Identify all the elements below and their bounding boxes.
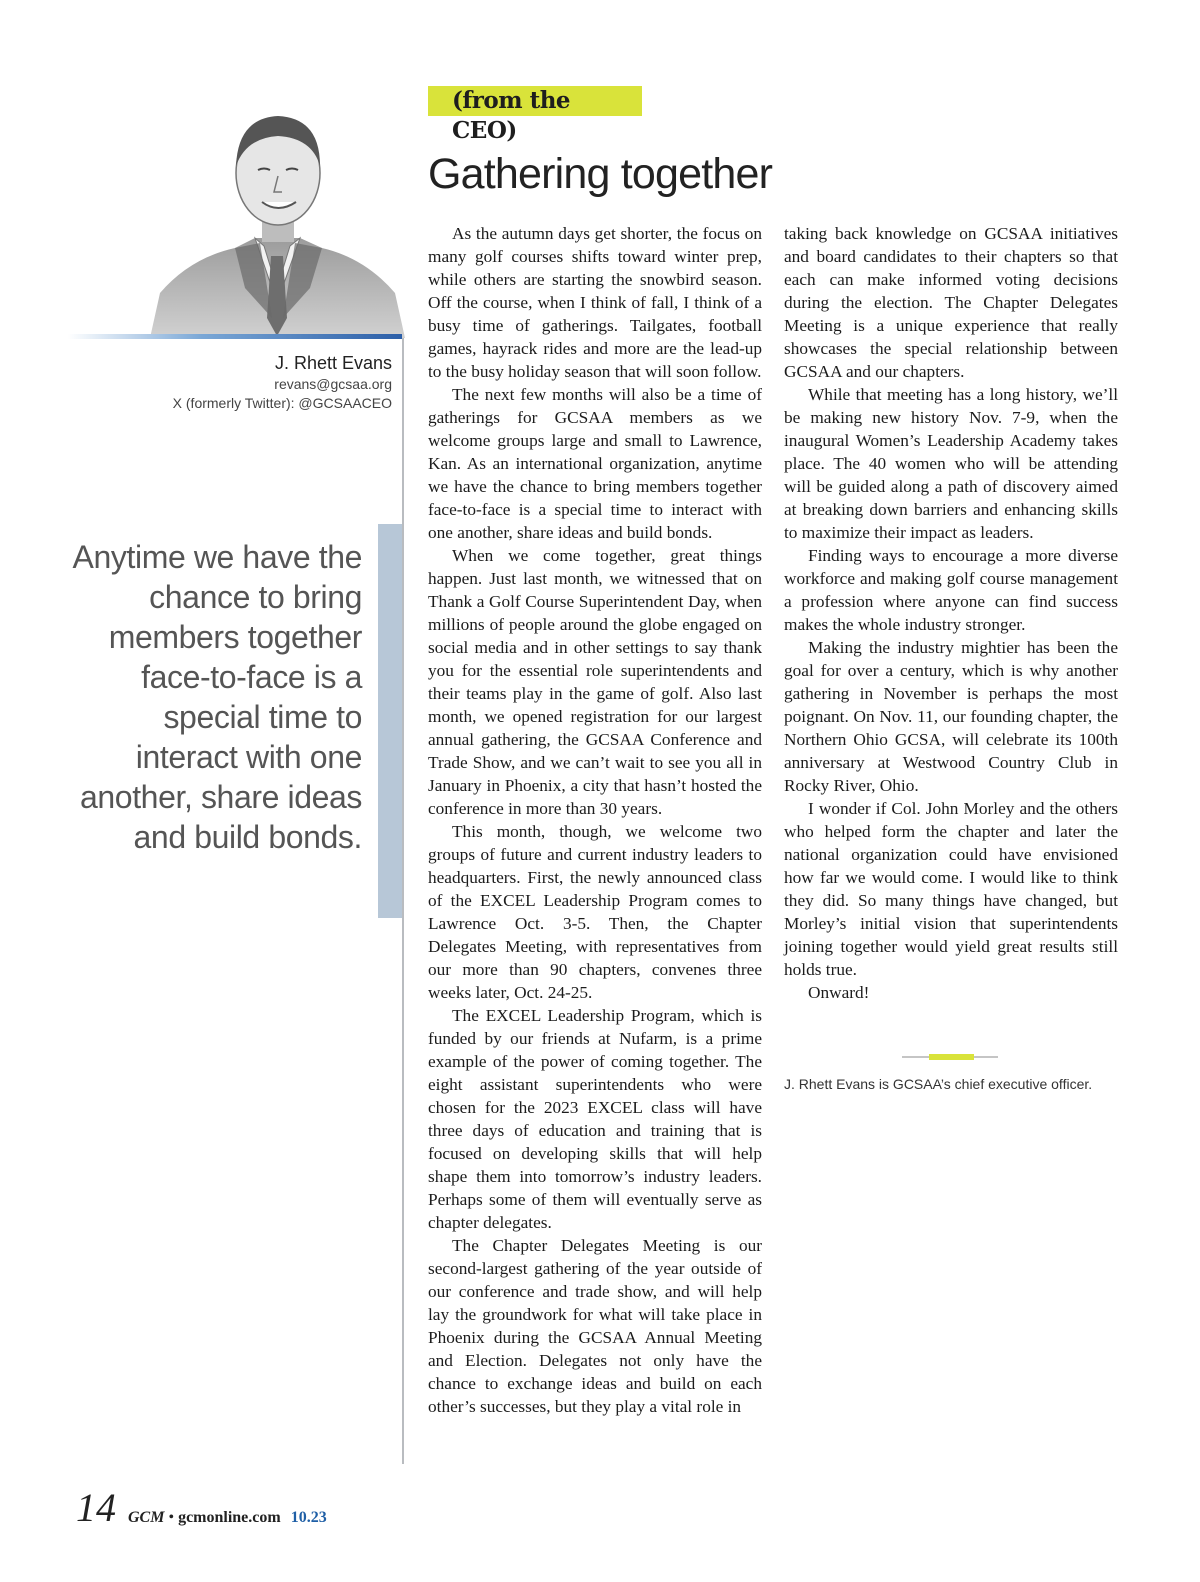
article-column-1: [428, 222, 762, 1418]
paragraph: While that meeting has a long history, we’ll be making new history Nov. 7-9, when the inaugural Women’s Leadership Academy takes place. The 40 women who will be attending will be guided along a path of discovery aimed at breaking down barriers and enhancing skills to maximize their impact as leaders.: [784, 385, 1118, 542]
author-email: revans@gcsaa.org: [274, 376, 392, 392]
paragraph: I wonder if Col. John Morley and the others who helped form the chapter and later the national organization could have envisioned how far we would come. I would like to think they did. So many things have changed, but Morley’s initial vision that superintendents joining together would yield great results still holds true.: [784, 799, 1118, 979]
paragraph: As the autumn days get shorter, the focus on many golf courses shifts toward winter prep, while others are starting the snowbird season. Off the course, when I think of fall, I think of a busy time of gatherings. Tailgates, football games, hayrack rides and more are the lead-up to the busy holiday season that will soon follow.: [428, 224, 762, 381]
author-tagline: J. Rhett Evans is GCSAA’s chief executive officer.: [784, 1076, 1093, 1092]
paragraph: Finding ways to encourage a more diverse workforce and making golf course management a profession where anyone can find success makes the whole industry stronger.: [784, 546, 1118, 634]
paragraph: Onward!: [808, 983, 870, 1002]
paragraph: The EXCEL Leadership Program, which is funded by our friends at Nufarm, is a prime example of the power of coming together. The eight assistant superintendents who were chosen for the 2023 EXCEL class will have three days of education and training that is focused on developing skills that will help shape them into tomorrow’s industry leaders. Perhaps some of them will eventually serve as chapter delegates.: [428, 1006, 762, 1232]
page-number: 14: [76, 1485, 116, 1530]
paragraph: The Chapter Delegates Meeting is our second-largest gathering of the year outside of our conference and trade show, and will help lay the groundwork for what will take place in Phoenix during the GCSAA Annual Meeting and Election. Delegates not only have the chance to exchange ideas and build on each other’s successes, but they play a vital role in: [428, 1236, 762, 1416]
author-byline: [173, 352, 392, 413]
article-column-2: [784, 222, 1118, 1004]
photo-divider-rule: [68, 334, 402, 339]
footer-separator: •: [168, 1509, 175, 1526]
magazine-name: GCM: [128, 1509, 165, 1526]
author-portrait-illustration: [150, 88, 405, 338]
issue-date: 10.23: [290, 1509, 327, 1526]
section-kicker: [428, 86, 642, 144]
paragraph: When we come together, great things happen. Just last month, we witnessed that on Thank a Golf Course Superintendent Day, when millions of people around the globe engaged on social media and in other settings to say thank you for the essential role superintendents and their teams play in the game of golf. Also last month, we opened registration for our largest annual gathering, the GCSAA Conference and Trade Show, and we can’t wait to see you all in January in Phoenix, a city that hasn’t hosted the conference in more than 30 years.: [428, 546, 762, 818]
section-kicker-label: (from the CEO): [452, 87, 571, 144]
pullquote: Anytime we have the chance to bring members together face-to-face is a special time to interact with one another, share ideas and build bonds.: [72, 539, 362, 855]
author-social-handle: X (formerly Twitter): @GCSAACEO: [172, 395, 392, 411]
column-divider: [402, 338, 404, 1464]
article-headline: Gathering together: [428, 150, 773, 198]
paragraph: Making the industry mightier has been the goal for over a century, which is why another gathering in November is perhaps the most poignant. On Nov. 11, our founding chapter, the Northern Ohio GCSA, will celebrate its 100th anniversary at Westwood Country Club in Rocky River, Ohio.: [784, 638, 1118, 795]
page-footer: [128, 1508, 327, 1528]
paragraph: The next few months will also be a time of gatherings for GCSAA members as we welcome groups large and small to Lawrence, Kan. As an international organization, anytime we have the chance to bring members together face-to-face is a special time to interact with one another, share ideas and build bonds.: [428, 385, 762, 542]
website-link[interactable]: gcmonline.com: [178, 1509, 281, 1526]
end-of-article-mark: [902, 1054, 998, 1060]
pullquote-accent-bar: [378, 524, 402, 918]
author-name: J. Rhett Evans: [274, 353, 392, 373]
paragraph: This month, though, we welcome two groups of future and current industry leaders to headquarters. First, the newly announced class of the EXCEL Leadership Program comes to Lawrence Oct. 3-5. Then, the Chapter Delegates Meeting, with representatives from our more than 90 chapters, convenes three weeks later, Oct. 24-25.: [428, 822, 762, 1002]
paragraph-continued: taking back knowledge on GCSAA initiatives and board candidates to their chapters so that each can make informed voting decisions during the election. The Chapter Delegates Meeting is a unique experience that really showcases the special relationship between GCSAA and our chapters.: [784, 224, 1118, 381]
